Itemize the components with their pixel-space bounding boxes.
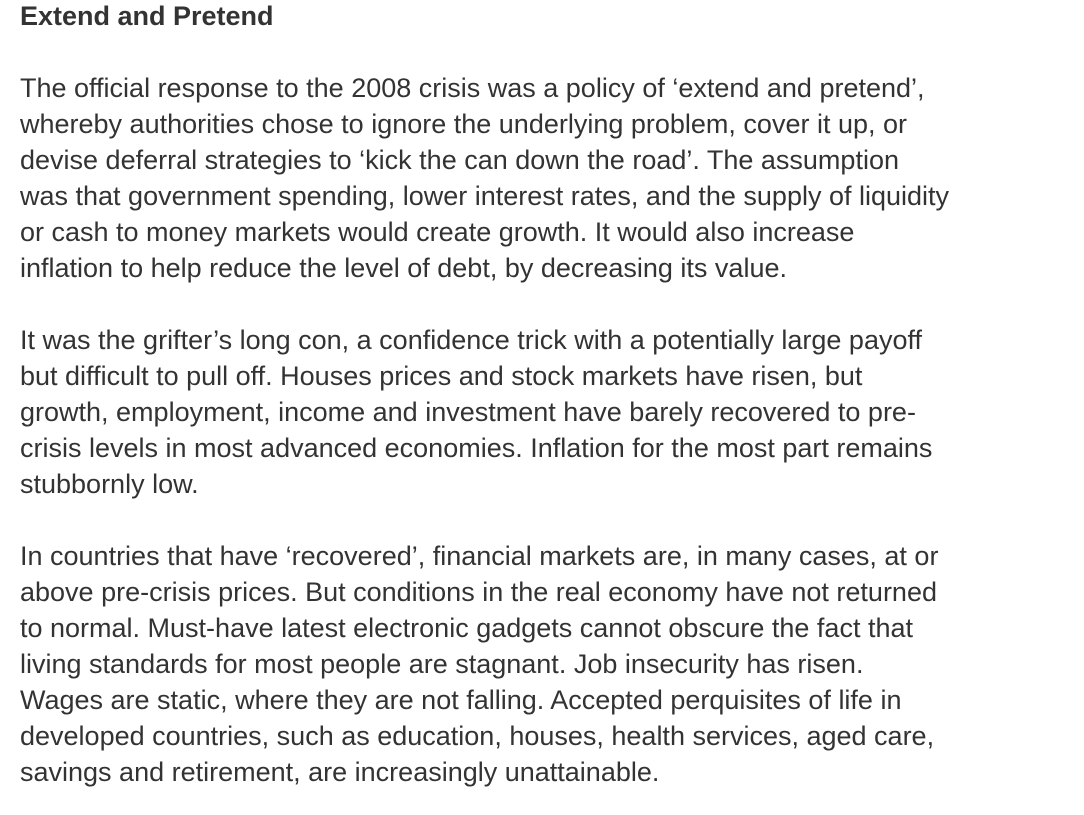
article-title: Extend and Pretend bbox=[20, 1, 274, 31]
paragraph-long-con: It was the grifter’s long con, a confidence trick with a potentially large payoff but difficult to pull off. Houses prices and stock markets have risen, but growth, employment, income and investment have barely recovered to pre- crisis levels in most advanced economies. Inflation for the most part remains stubbornly low. bbox=[20, 325, 933, 499]
paragraph-recovered-countries: In countries that have ‘recovered’, financial markets are, in many cases, at or above pre-crisis prices. But conditions in the real economy have not returned to normal. Must-have latest electronic gadgets cannot obscure the fact that living standards for most people are stagnant. Job insecurity has risen. Wages are static, where they are not falling. Accepted perquisites of life in developed countries, such as education, houses, health services, aged care, savings and retirement, are increasingly unattainable. bbox=[20, 541, 939, 787]
paragraph-extend-and-pretend: The official response to the 2008 crisis was a policy of ‘extend and pretend’, whereby authorities chose to ignore the underlying problem, cover it up, or devise deferral strategies to ‘kick the can down the road’. The assumption was that government spending, lower interest rates, and the supply of liquidity or cash to money markets would create growth. It would also increase inflation to help reduce the level of debt, by decreasing its value. bbox=[20, 73, 950, 283]
article bbox=[20, 0, 1070, 787]
